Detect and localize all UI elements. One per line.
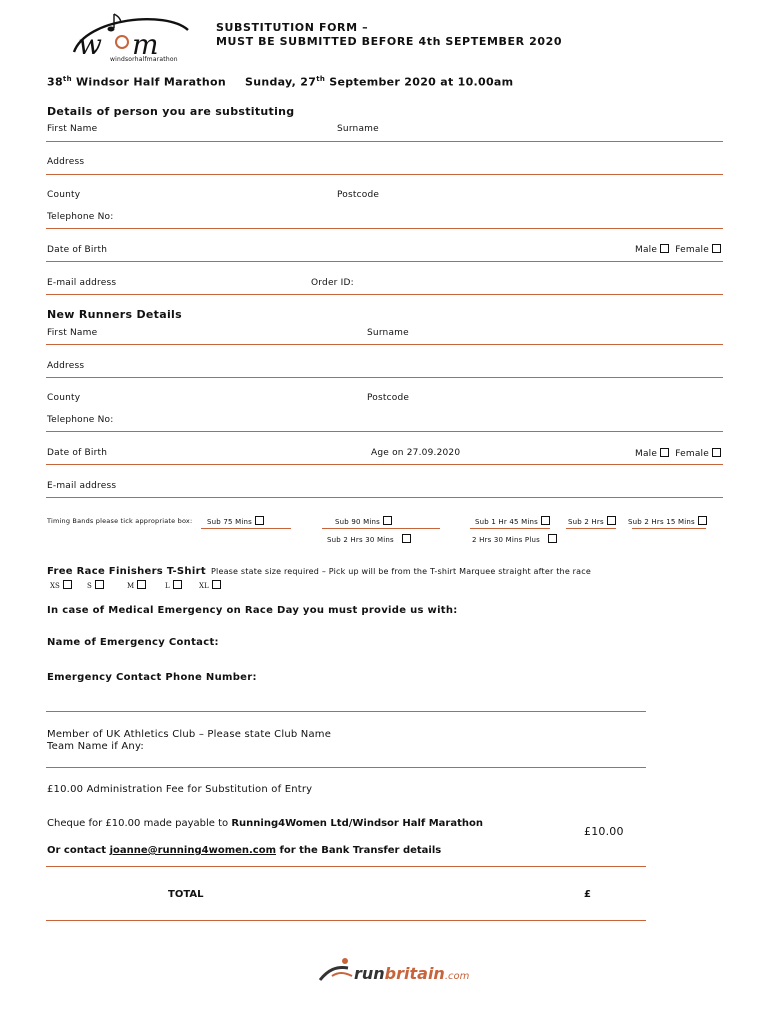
s1-email-line[interactable]: [46, 294, 723, 295]
timing-sub75-line: [201, 528, 291, 529]
club-line2: Team Name if Any:: [47, 741, 144, 752]
s1-telephone-label: Telephone No:: [47, 212, 114, 222]
sub145-checkbox[interactable]: [541, 516, 550, 525]
s1-postcode-label: Postcode: [337, 190, 380, 200]
sub215-checkbox[interactable]: [698, 516, 707, 525]
club-line[interactable]: [46, 767, 646, 768]
club-line1: Member of UK Athletics Club – Please state Club Name: [47, 729, 332, 740]
sub75-checkbox[interactable]: [255, 516, 264, 525]
s2-telephone-line[interactable]: [46, 431, 723, 432]
cheque-line: Cheque for £10.00 made payable to Running4Women Ltd/Windsor Half Marathon: [47, 818, 483, 829]
timing-sub215: Sub 2 Hrs 15 Mins: [628, 516, 707, 526]
sub90-checkbox[interactable]: [383, 516, 392, 525]
s2-surname-label: Surname: [367, 328, 409, 338]
s1-address-label: Address: [47, 157, 85, 167]
runner-icon: [318, 956, 354, 984]
runbritain-text: runbritain.com: [354, 964, 470, 983]
s1-address-line[interactable]: [46, 174, 723, 175]
timing-sub75: Sub 75 Mins: [207, 516, 264, 526]
s1-county-label: County: [47, 190, 81, 200]
timing-sub90-line: [322, 528, 440, 529]
contact-email-link[interactable]: joanne@running4women.com: [109, 845, 277, 856]
emergency-heading: In case of Medical Emergency on Race Day you must provide us with:: [47, 605, 458, 616]
timing-sub90: Sub 90 Mins: [335, 516, 392, 526]
size-xs-checkbox[interactable]: [63, 580, 72, 589]
total-line[interactable]: [46, 920, 646, 921]
fee-amount: £10.00: [584, 825, 624, 838]
size-xl-checkbox[interactable]: [212, 580, 221, 589]
timing-bands-label: Timing Bands please tick appropriate box:: [47, 517, 193, 525]
timing-sub2: Sub 2 Hrs: [568, 516, 616, 526]
total-symbol: £: [584, 889, 591, 900]
emergency-line[interactable]: [46, 711, 646, 712]
s2-county-label: County: [47, 393, 81, 403]
svg-text:w: w: [78, 28, 102, 61]
s1-female-checkbox[interactable]: [712, 244, 721, 253]
s1-email-label: E-mail address: [47, 278, 117, 288]
s2-male-checkbox[interactable]: [660, 448, 669, 457]
size-s-checkbox[interactable]: [95, 580, 104, 589]
emergency-contact-name: Name of Emergency Contact:: [47, 637, 219, 648]
s2-dob-label: Date of Birth: [47, 448, 108, 458]
s1-male-checkbox[interactable]: [660, 244, 669, 253]
s1-surname-label: Surname: [337, 124, 379, 134]
s2-age-on-label: Age on 27.09.2020: [371, 448, 461, 458]
s2-name-line[interactable]: [46, 344, 723, 345]
tshirt-sizes: XS S M L XL: [50, 580, 229, 590]
size-m-checkbox[interactable]: [137, 580, 146, 589]
s1-name-line[interactable]: [46, 141, 723, 142]
sub230-checkbox[interactable]: [402, 534, 411, 543]
tshirt-note: Please state size required – Pick up will be from the T-shirt Marquee straight after the race: [211, 567, 591, 576]
logo-text: windsorhalfmarathon: [110, 56, 178, 63]
size-l-checkbox[interactable]: [173, 580, 182, 589]
section-new-runner-heading: New Runners Details: [47, 308, 182, 321]
timing-sub215-line: [632, 528, 706, 529]
timing-sub145-line: [470, 528, 550, 529]
s1-first-name-label: First Name: [47, 124, 98, 134]
plus230-checkbox[interactable]: [548, 534, 557, 543]
emergency-contact-phone: Emergency Contact Phone Number:: [47, 672, 257, 683]
s1-telephone-line[interactable]: [46, 228, 723, 229]
s2-postcode-label: Postcode: [367, 393, 410, 403]
s1-order-id-label: Order ID:: [311, 278, 354, 288]
timing-sub230: Sub 2 Hrs 30 Mins: [327, 534, 411, 544]
s1-dob-label: Date of Birth: [47, 245, 108, 255]
s2-first-name-label: First Name: [47, 328, 98, 338]
event-line: 38th Windsor Half Marathon: [47, 75, 226, 89]
s2-dob-line[interactable]: [46, 464, 723, 465]
s2-telephone-label: Telephone No:: [47, 415, 114, 425]
admin-fee: £10.00 Administration Fee for Substitution of Entry: [47, 784, 313, 795]
contact-line: Or contact joanne@running4women.com for the Bank Transfer details: [47, 845, 442, 856]
s2-address-line[interactable]: [46, 377, 723, 378]
timing-230-plus: 2 Hrs 30 Mins Plus: [472, 534, 557, 544]
fee-line: [46, 866, 646, 867]
windsor-logo: [66, 10, 196, 66]
form-title-line1: SUBSTITUTION FORM –: [216, 21, 369, 34]
s1-gender: Male Female: [635, 244, 721, 255]
s1-dob-line[interactable]: [46, 261, 723, 262]
timing-sub2-line: [566, 528, 616, 529]
s2-address-label: Address: [47, 361, 85, 371]
event-date: Sunday, 27th September 2020 at 10.00am: [245, 75, 514, 89]
s2-gender: Male Female: [635, 448, 721, 459]
tshirt-heading: Free Race Finishers T-Shirt: [47, 566, 206, 577]
s2-female-checkbox[interactable]: [712, 448, 721, 457]
runbritain-logo: [318, 956, 470, 986]
timing-sub145: Sub 1 Hr 45 Mins: [475, 516, 550, 526]
s2-email-label: E-mail address: [47, 481, 117, 491]
section-substituting-heading: Details of person you are substituting: [47, 105, 295, 118]
total-label: TOTAL: [168, 889, 204, 900]
svg-text:m: m: [132, 28, 159, 61]
s2-email-line[interactable]: [46, 497, 723, 498]
form-title-line2: MUST BE SUBMITTED BEFORE 4th SEPTEMBER 2020: [216, 35, 563, 48]
tshirt-row: [47, 559, 591, 578]
sub2-checkbox[interactable]: [607, 516, 616, 525]
